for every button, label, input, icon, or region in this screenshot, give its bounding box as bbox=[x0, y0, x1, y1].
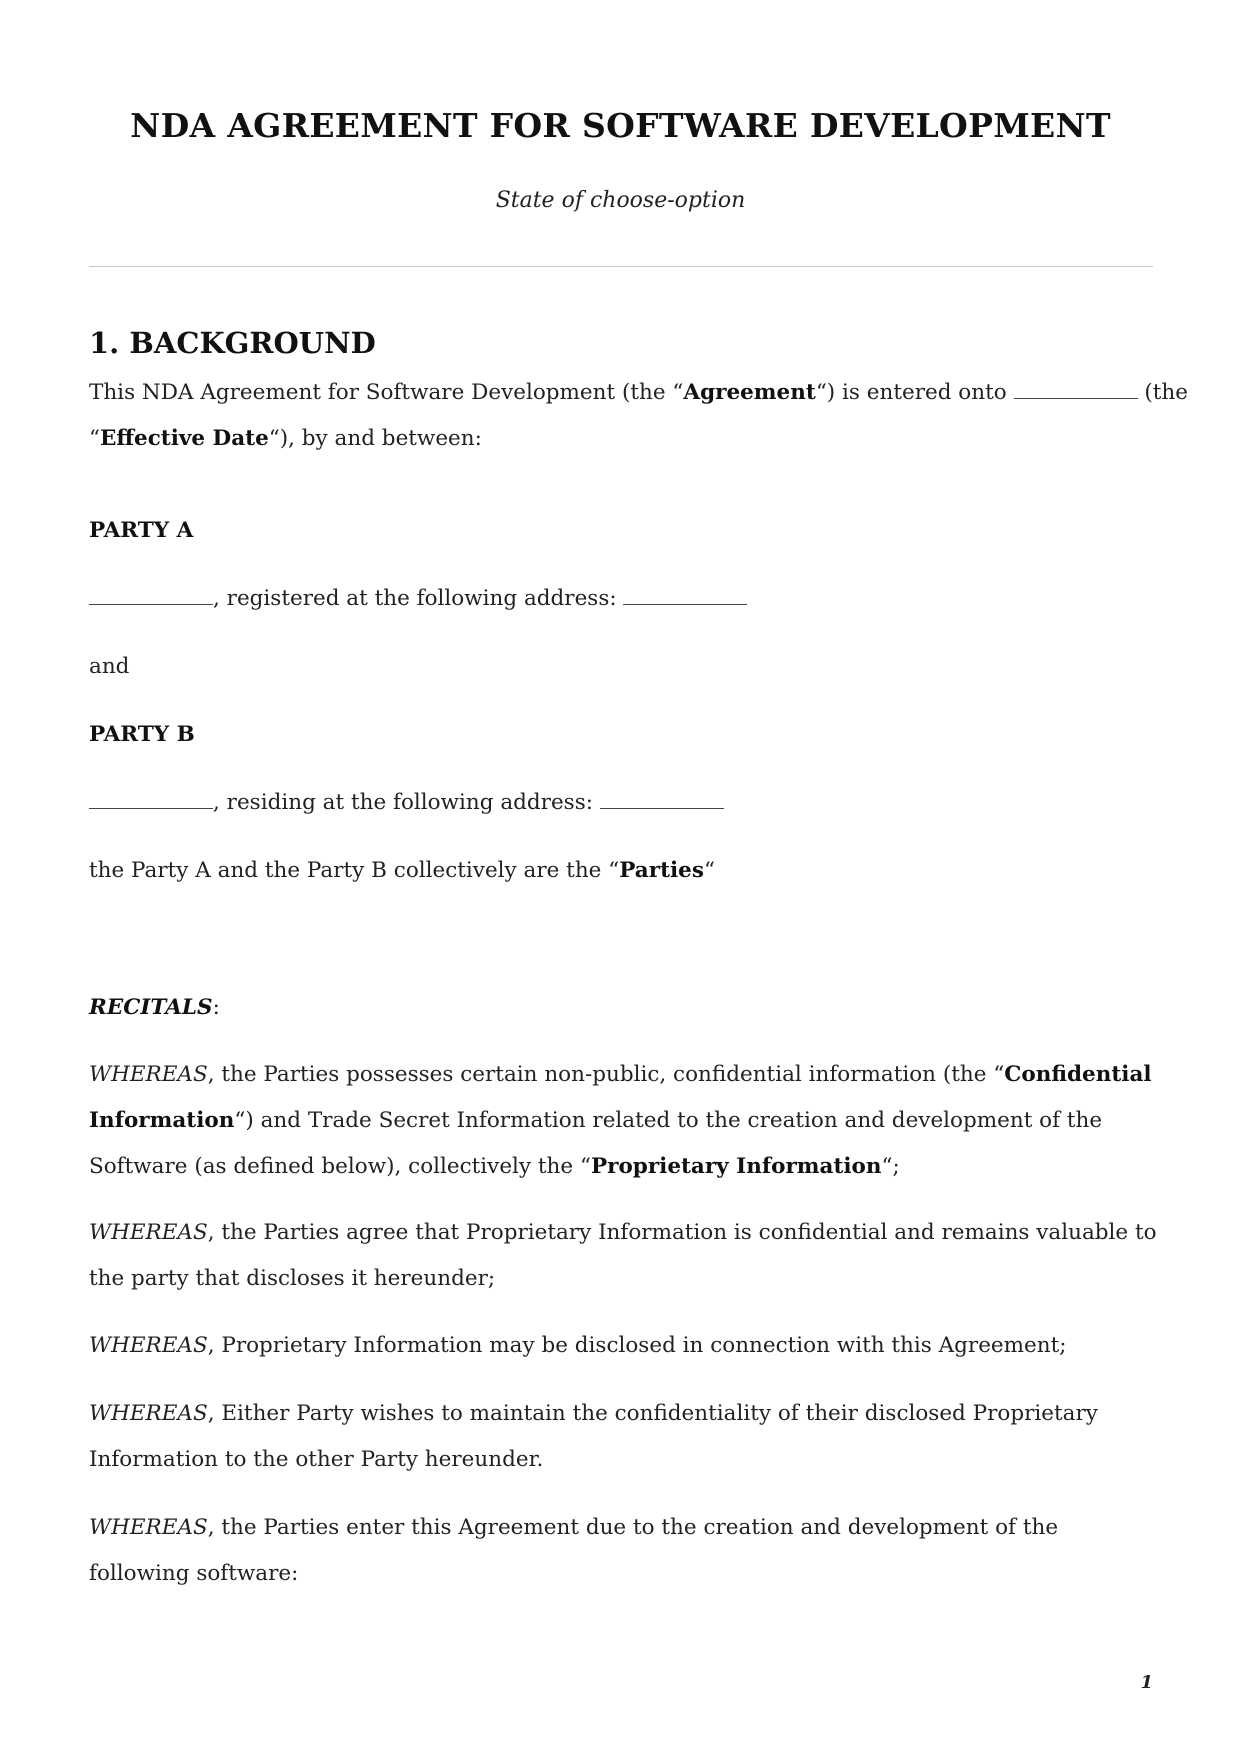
intro-paragraph bbox=[89, 370, 1188, 462]
party-a-label: PARTY A bbox=[89, 518, 194, 543]
page-number: 1 bbox=[1140, 1672, 1153, 1693]
party-a-address-blank bbox=[623, 586, 747, 605]
intro-text-1: This NDA Agreement for Software Development (the “ bbox=[89, 380, 684, 405]
recital-5-text: , the Parties enter this Agreement due to the creation and development of the following software: bbox=[89, 1515, 1059, 1586]
party-a-details bbox=[89, 576, 1159, 622]
recital-4-text: , Either Party wishes to maintain the confidentiality of their disclosed Proprietary Information to the other Party hereunder. bbox=[89, 1401, 1098, 1472]
whereas-label: WHEREAS bbox=[89, 1401, 208, 1426]
whereas-label: WHEREAS bbox=[89, 1062, 208, 1087]
party-b-address-blank bbox=[600, 790, 724, 809]
whereas-label: WHEREAS bbox=[89, 1333, 208, 1358]
agreement-term: Agreement bbox=[683, 380, 816, 405]
document-title: NDA AGREEMENT FOR SOFTWARE DEVELOPMENT bbox=[130, 106, 1111, 145]
intro-text-2: “) is entered onto bbox=[815, 380, 1014, 405]
intro-text-5: “), by and between: bbox=[268, 426, 482, 451]
recital-1-text-3: “; bbox=[881, 1154, 900, 1179]
party-b-label-line bbox=[89, 712, 1159, 758]
recitals-colon: : bbox=[212, 995, 220, 1020]
party-a-label-line bbox=[89, 508, 1159, 554]
collective-parties-paragraph bbox=[89, 848, 1159, 894]
recital-1-text-1: , the Parties possesses certain non-public, confidential information (the “ bbox=[207, 1062, 1005, 1087]
party-a-text: , registered at the following address: bbox=[213, 586, 624, 611]
recital-2 bbox=[89, 1210, 1159, 1302]
recital-1 bbox=[89, 1052, 1159, 1190]
whereas-label: WHEREAS bbox=[89, 1515, 208, 1540]
parties-term: Parties bbox=[619, 858, 704, 883]
party-b-label: PARTY B bbox=[89, 722, 195, 747]
section-heading-background: 1. BACKGROUND bbox=[89, 326, 376, 360]
collective-text-1: the Party A and the Party B collectively are the “ bbox=[89, 858, 620, 883]
document-subtitle: State of choose-option bbox=[495, 188, 746, 213]
recital-3 bbox=[89, 1323, 1159, 1369]
effective-date-term: Effective Date bbox=[100, 426, 269, 451]
recital-2-text: , the Parties agree that Proprietary Information is confidential and remains valuable to the party that discloses it hereunder; bbox=[89, 1220, 1157, 1291]
and-line bbox=[89, 644, 1159, 690]
recitals-heading-line bbox=[89, 985, 1159, 1031]
party-b-name-blank bbox=[89, 790, 213, 809]
recitals-label: RECITALS bbox=[89, 995, 213, 1020]
recital-1-text-2: “) and Trade Secret Information related to the creation and development of the Software (as defined below), collectively the “ bbox=[89, 1108, 1103, 1179]
intro-text-4: “ bbox=[89, 426, 100, 451]
intro-text-3: (the bbox=[1137, 380, 1188, 405]
and-text: and bbox=[89, 654, 130, 679]
collective-text-2: “ bbox=[703, 858, 715, 883]
party-a-name-blank bbox=[89, 586, 213, 605]
recital-5 bbox=[89, 1505, 1159, 1597]
recital-3-text: , Proprietary Information may be disclosed in connection with this Agreement; bbox=[207, 1333, 1067, 1358]
recital-4 bbox=[89, 1391, 1159, 1483]
confidential-information-term: Confidential Information bbox=[89, 1062, 1152, 1133]
proprietary-information-term: Proprietary Information bbox=[590, 1154, 882, 1179]
party-b-details bbox=[89, 780, 1159, 826]
whereas-label: WHEREAS bbox=[89, 1220, 208, 1245]
horizontal-divider bbox=[89, 266, 1153, 267]
effective-date-blank bbox=[1014, 380, 1138, 399]
party-b-text: , residing at the following address: bbox=[213, 790, 600, 815]
